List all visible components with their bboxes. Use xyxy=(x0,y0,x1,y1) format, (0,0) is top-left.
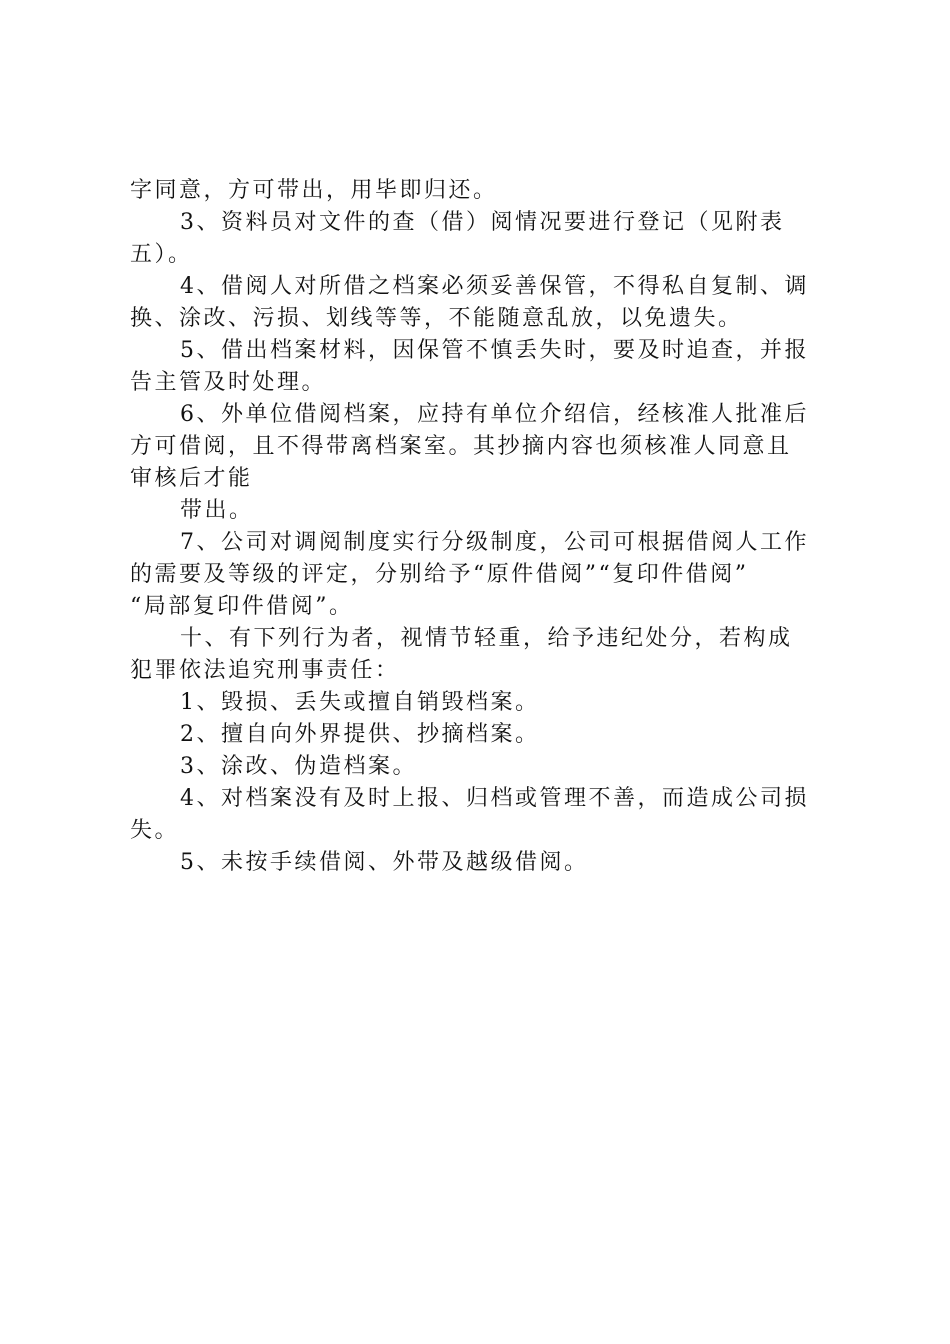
text-line: 方可借阅，且不得带离档案室。其抄摘内容也须核准人同意且 xyxy=(130,434,792,459)
text-line: 告主管及时处理。 xyxy=(130,370,327,395)
text-line: 的需要及等级的评定，分别给予“原件借阅”“复印件借阅” xyxy=(130,562,749,587)
text-line: 3、涂改、伪造档案。 xyxy=(180,754,417,779)
text-line: 4、对档案没有及时上报、归档或管理不善，而造成公司损 xyxy=(180,786,809,811)
text-line: 失。 xyxy=(130,818,180,843)
text-line: 1、毁损、丢失或擅自销毁档案。 xyxy=(180,690,540,715)
text-line: 6、外单位借阅档案，应持有单位介绍信，经核准人批准后 xyxy=(180,402,809,427)
text-line: 7、公司对调阅制度实行分级制度，公司可根据借阅人工作 xyxy=(180,530,809,555)
text-line: “局部复印件借阅”。 xyxy=(130,594,354,619)
text-line: 审核后才能 xyxy=(130,466,253,491)
text-line: 5、借出档案材料，因保管不慎丢失时，要及时追查，并报 xyxy=(180,338,809,363)
text-line: 3、资料员对文件的查（借）阅情况要进行登记（见附表 xyxy=(180,210,785,235)
document-body xyxy=(130,175,830,879)
text-line: 换、涂改、污损、划线等等，不能随意乱放，以免遗失。 xyxy=(130,306,743,331)
text-line: 2、擅自向外界提供、抄摘档案。 xyxy=(180,722,540,747)
text-line: 5、未按手续借阅、外带及越级借阅。 xyxy=(180,850,589,875)
text-line: 带出。 xyxy=(180,498,254,523)
text-line: 4、借阅人对所借之档案必须妥善保管，不得私自复制、调 xyxy=(180,274,809,299)
text-line: 五）。 xyxy=(130,242,193,267)
text-line: 十、有下列行为者，视情节轻重，给予违纪处分，若构成 xyxy=(180,626,793,651)
text-line: 字同意，方可带出，用毕即归还。 xyxy=(130,178,498,203)
text-line: 犯罪依法追究刑事责任： xyxy=(130,658,400,683)
